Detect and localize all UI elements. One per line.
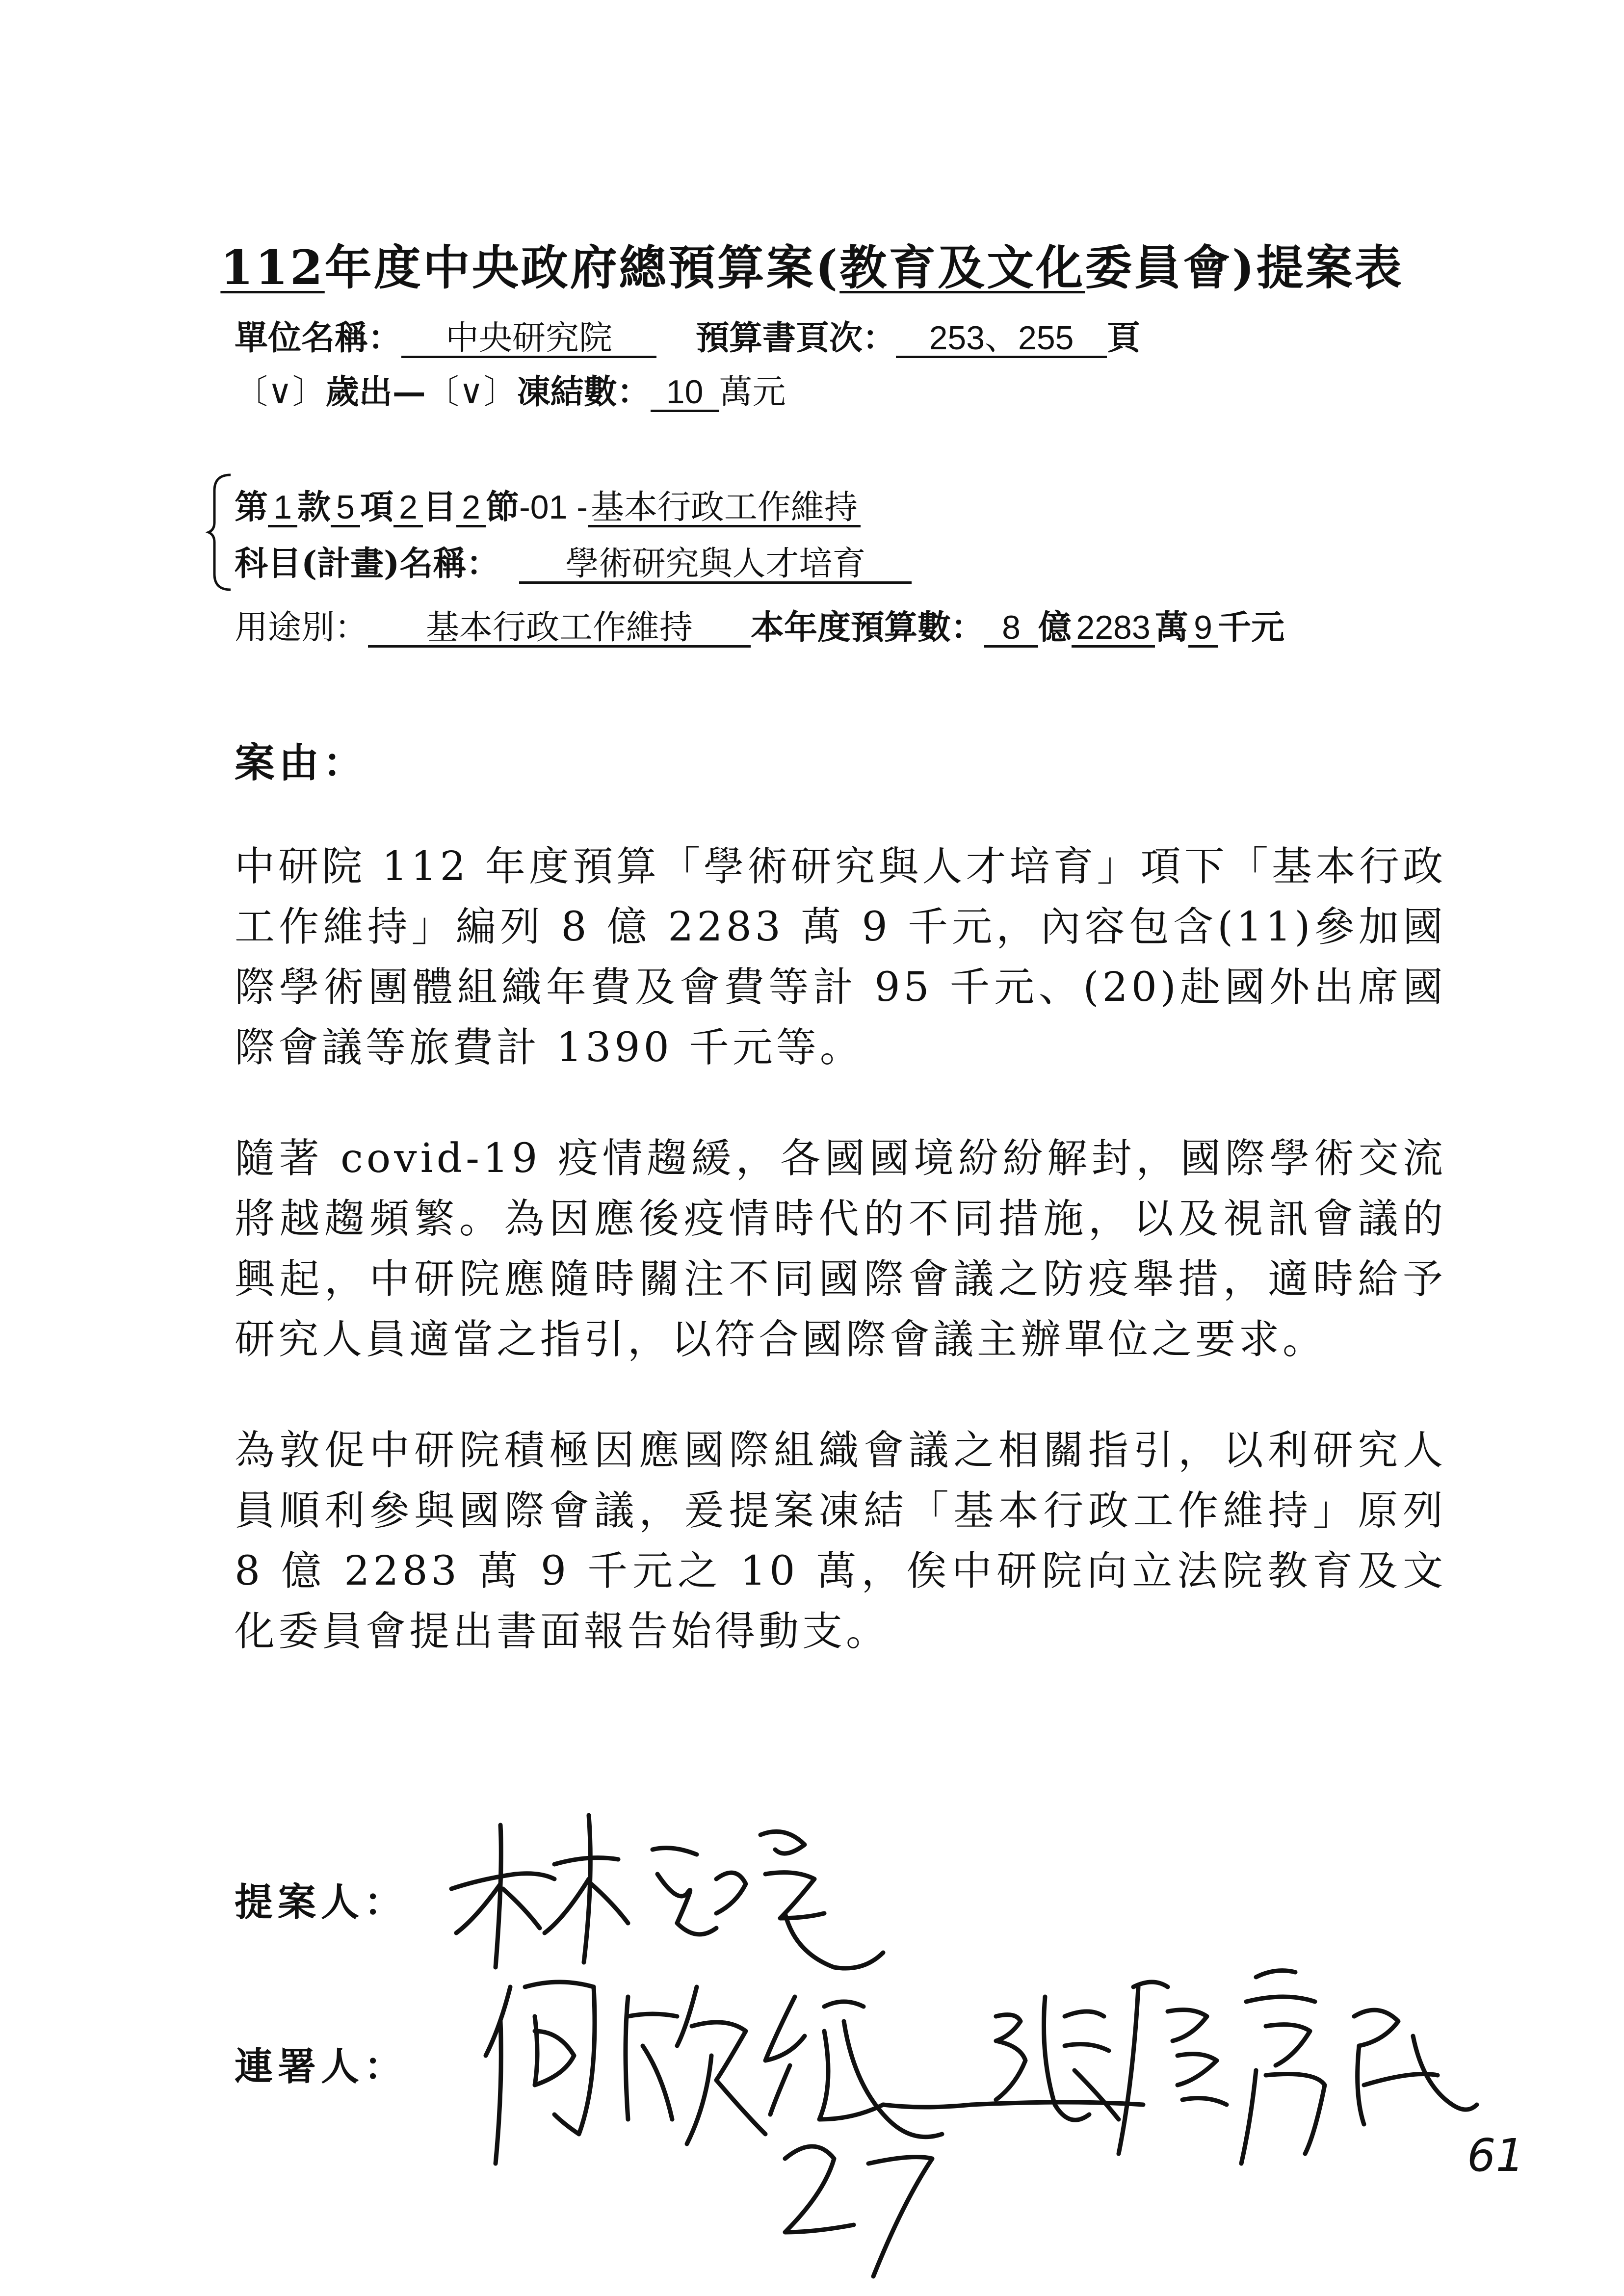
reason-paragraph-1: 中研院 112 年度預算「學術研究與人才培育」項下「基本行政工作維持」編列 8 億 2283 萬 9 千元，內容包含(11)參加國際學術團體組織年費及會費等計 95 千元、(20)赴國外出席國際會議等旅費計 1390 千元等。 (235, 843, 1446, 1071)
title-text-b: 委員會)提案表 (1085, 240, 1404, 295)
cosigner-label: 連署人： (235, 2044, 408, 2089)
kuan-label: 款 (297, 488, 331, 527)
reason-paragraph-2: 隨著 covid-19 疫情趨緩，各國國境紛紛解封，國際學術交流將越趨頻繁。為因應後疫情時代的不同措施，以及視訊會議的興起，中研院應隨時關注不同國際會議之防疫舉措，適時給予研究人員適當之指引，以符合國際會議主辦單位之要求。 (235, 1135, 1446, 1363)
page-suffix: 頁 (1107, 318, 1141, 358)
freeze-row (235, 365, 786, 413)
reason-heading: 案由： (235, 739, 367, 786)
mu-label: 目 (423, 488, 457, 527)
classification-bracket (209, 471, 238, 594)
reason-paragraph-3: 為敦促中研院積極因應國際組織會議之相關指引，以利研究人員順利參與國際會議，爰提案凍結「基本行政工作維持」原列 8 億 2283 萬 9 千元之 10 萬，俟中研院向立法院教育及文化委員會提出書面報告始得動支。 (235, 1427, 1446, 1655)
usage-label: 用途別： (235, 608, 368, 647)
budget-yi: 8 (984, 610, 1038, 648)
expenditure-label: 歲出— (325, 372, 426, 412)
title-committee: 教育及文化 (839, 240, 1085, 295)
cosigner-signatures (481, 1957, 1487, 2281)
classification-name: 基本行政工作維持 (588, 490, 861, 527)
budget-label: 本年度預算數： (751, 608, 985, 647)
budget-qian: 9 (1188, 610, 1218, 648)
page-number: 61 (1467, 2129, 1525, 2182)
proposer-signature (442, 1805, 932, 1982)
program-label: 科目(計畫)名稱： (235, 544, 500, 583)
kuan-prefix: 第 (235, 488, 268, 527)
form-title (0, 231, 1624, 298)
jie-label: 節 (486, 488, 520, 527)
jie-value: 2 (456, 490, 486, 527)
program-row (235, 537, 912, 585)
freeze-unit: 萬元 (719, 373, 786, 412)
kuan-value: 1 (268, 490, 297, 527)
classification-code: -01 - (519, 489, 588, 526)
check-freeze: 〔∨〕 (425, 373, 517, 412)
mu-value: 2 (393, 490, 423, 527)
program-value: 學術研究與人才培育 (519, 547, 912, 584)
usage-row (235, 601, 1284, 649)
proposer-label: 提案人： (235, 1880, 408, 1925)
check-expenditure: 〔∨〕 (235, 373, 326, 412)
xiang-value: 5 (331, 490, 360, 527)
unit-value: 中央研究院 (401, 321, 656, 358)
budget-wan-label: 萬 (1155, 608, 1189, 647)
budget-qian-label: 千元 (1218, 608, 1285, 647)
page-label: 預算書頁次： (696, 318, 896, 358)
freeze-amount: 10 (651, 375, 719, 412)
page-value: 253、255 (896, 321, 1107, 358)
usage-value: 基本行政工作維持 (368, 610, 751, 648)
classification-row (235, 481, 861, 528)
budget-wan: 2283 (1072, 610, 1155, 648)
title-year: 112 (220, 240, 325, 295)
title-text-a: 年度中央政府總預算案( (324, 240, 840, 295)
budget-yi-label: 億 (1038, 608, 1072, 647)
freeze-label: 凍結數： (517, 372, 651, 412)
xiang-label: 項 (360, 488, 394, 527)
unit-row (235, 312, 1140, 359)
unit-label: 單位名稱： (235, 318, 402, 358)
